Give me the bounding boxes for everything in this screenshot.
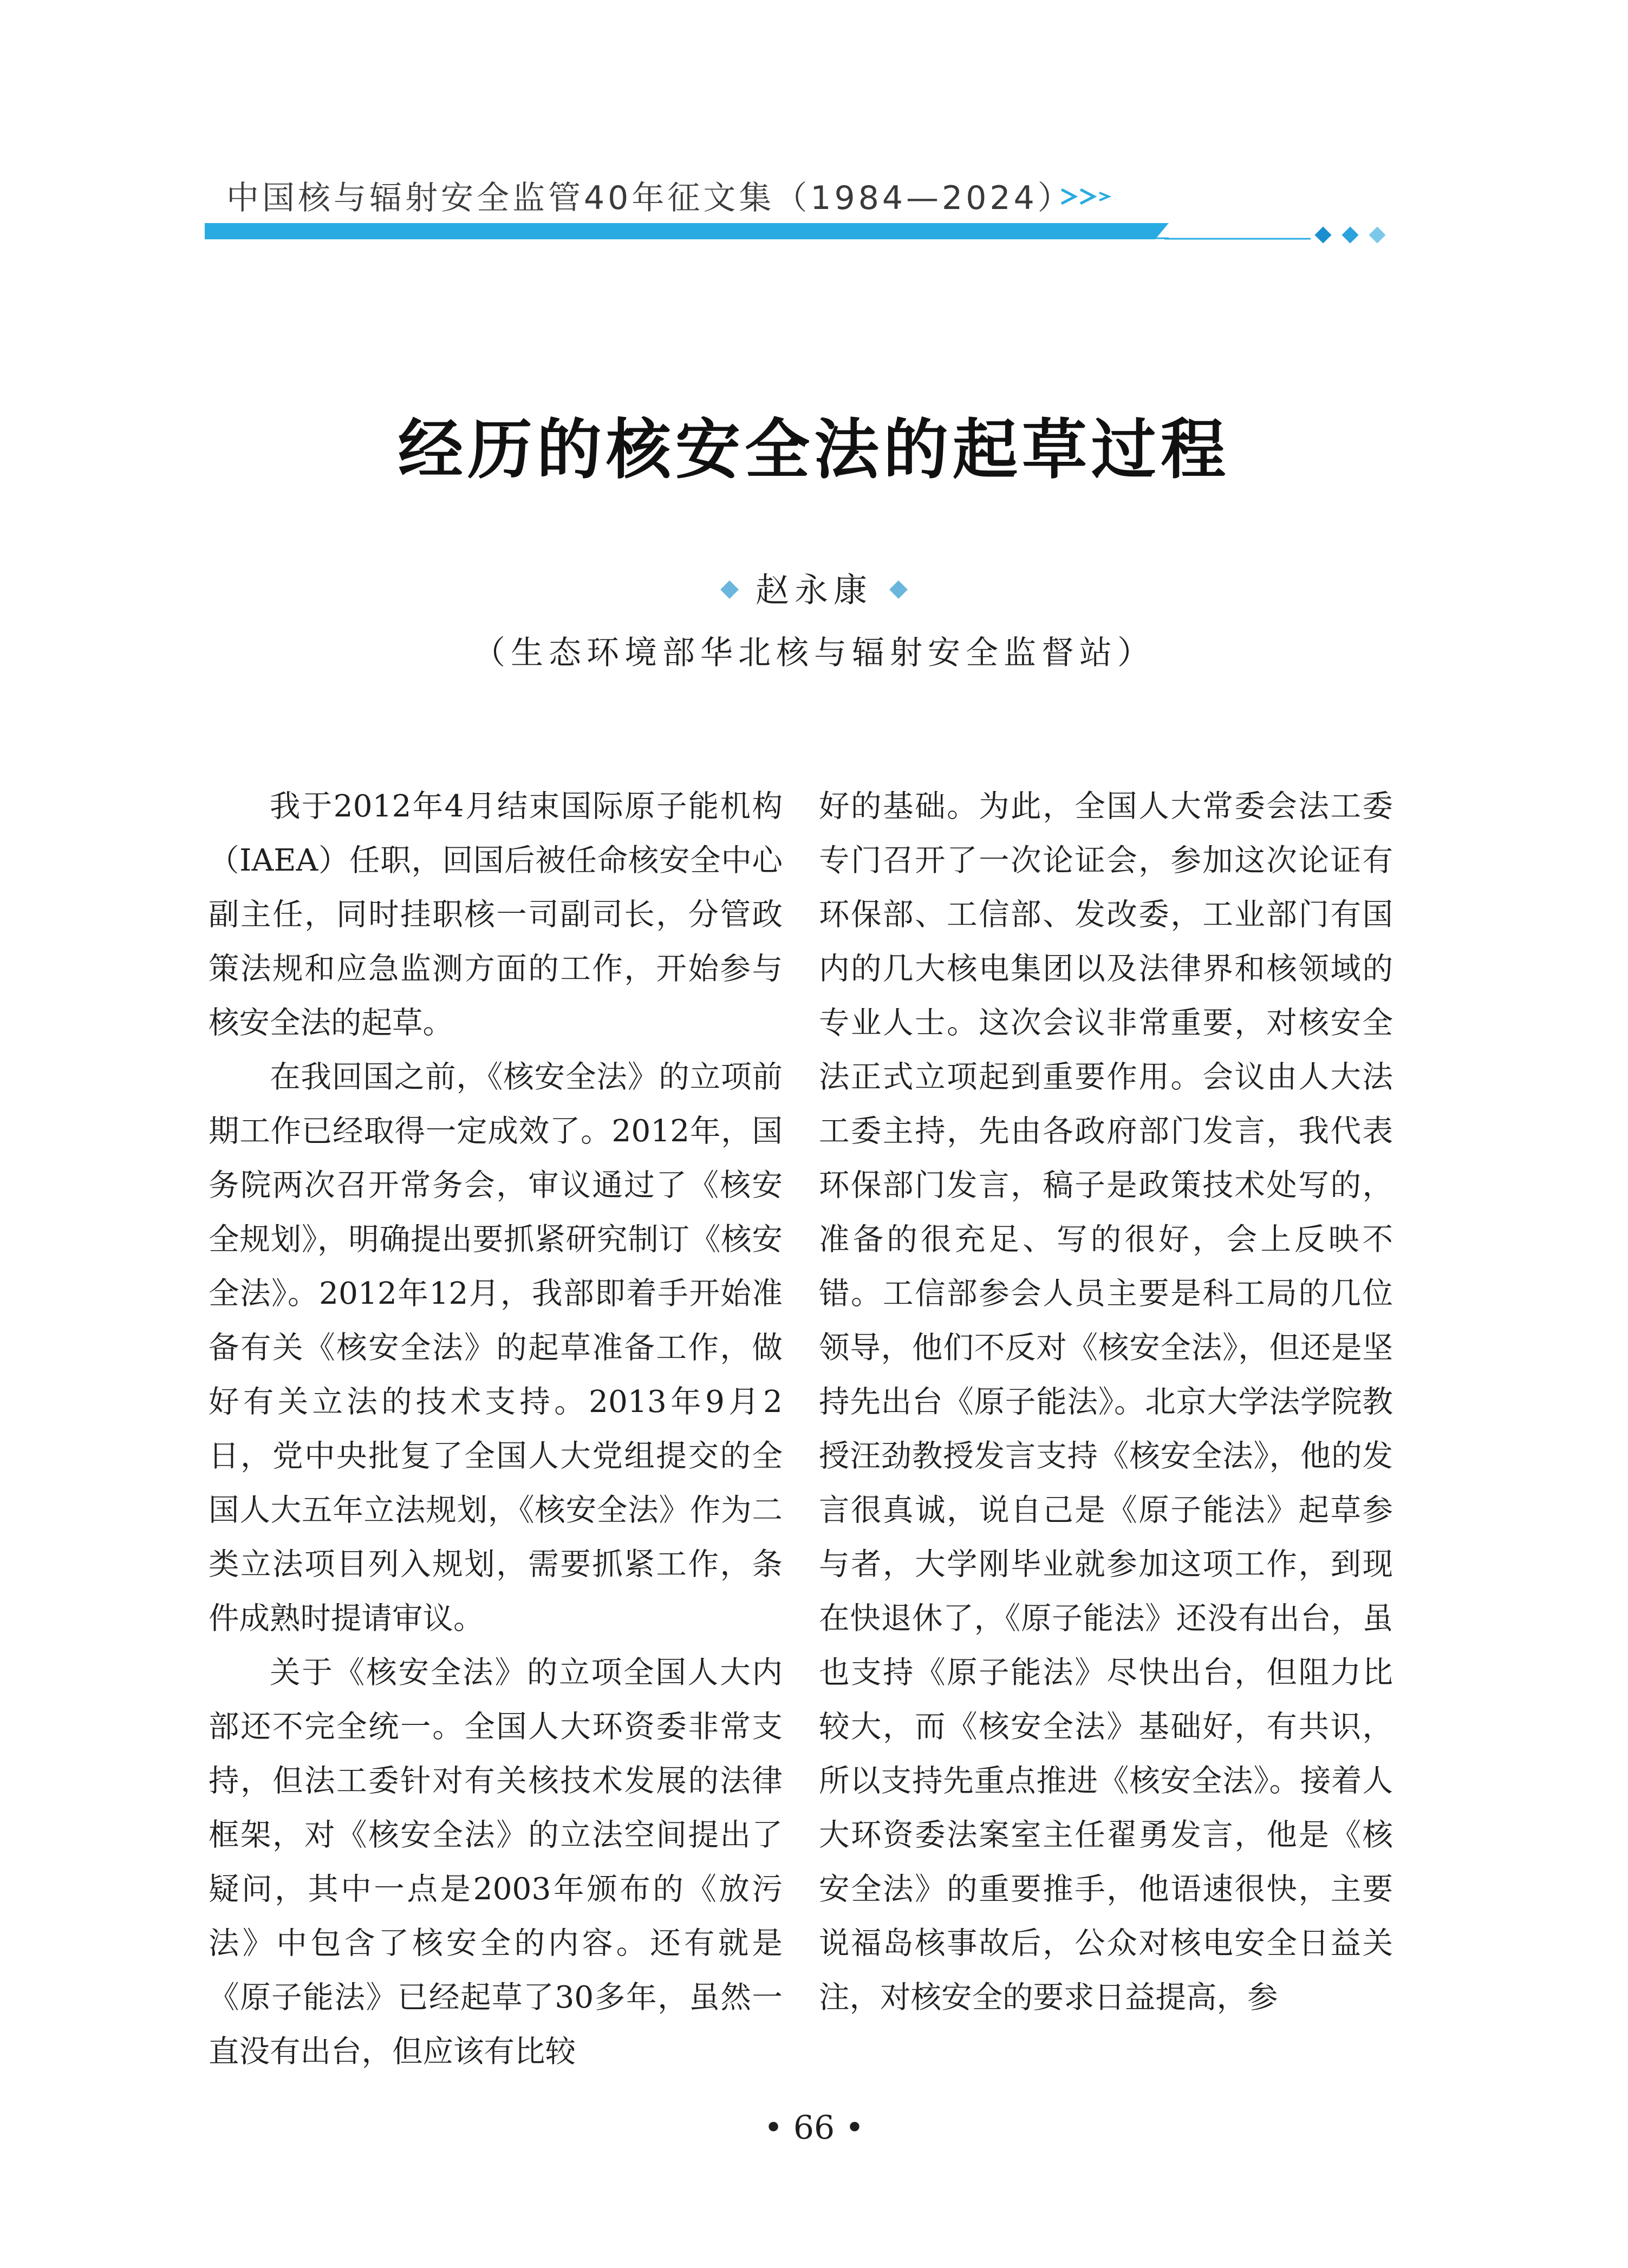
header-rule [205, 223, 1169, 239]
article-title: 经历的核安全法的起草过程 [398, 411, 1230, 488]
paragraph: 在我回国之前，《核安全法》的立项前期工作已经取得一定成效了。2012年，国务院两次召开常务会，审议通过了《核安全规划》，明确提出要抓紧研究制订《核安全法》。2012年12月，我部即着手开始准备有关《核安全法》的起草准备工作，做好有关立法的技术支持。2013年9月2日，党中央批复了全国人大党组提交的全国人大五年立法规划，《核安全法》作为二类立法项目列入规划，需要抓紧工作，条件成熟时提请审议。 [209, 1060, 783, 1636]
paragraph-continued: 好的基础。为此，全国人大常委会法工委专门召开了一次论证会，参加这次论证有环保部、工信部、发改委，工业部门有国内的几大核电集团以及法律界和核领域的专业人士。这次会议非常重要，对核安全法正式立项起到重要作用。会议由人大法工委主持，先由各政府部门发言，我代表环保部门发言，稿子是政策技术处写的，准备的很充足、写的很好，会上反映不错。工信部参会人员主要是科工局的几位领导，他们不反对《核安全法》，但还是坚持先出台《原子能法》。北京大学法学院教授汪劲教授发言支持《核安全法》，他的发言很真诚，说自己是《原子能法》起草参与者，大学刚毕业就参加这项工作，到现在快退休了，《原子能法》还没有出台，虽也支持《原子能法》尽快出台，但阻力比较大，而《核安全法》基础好，有共识，所以支持先重点推进《核安全法》。接着人大环资委法案室主任翟勇发言，他是《核安全法》的重要推手，他语速很快，主要说福岛核事故后，公众对核电安全日益关注，对核安全的要求日益提高，参 [819, 789, 1393, 2015]
running-head: 中国核与辐射安全监管40年征文集（1984—2024） [226, 179, 1073, 217]
byline [0, 563, 1628, 611]
author-name: 赵永康 [755, 570, 872, 610]
double-chevron-right-icon [1059, 183, 1124, 210]
body-column-left [209, 780, 783, 2079]
paragraph: 关于《核安全法》的立项全国人大内部还不完全统一。全国人大环资委非常支持，但法工委针对有关核技术发展的法律框架，对《核安全法》的立法空间提出了疑问，其中一点是2003年颁布的《放污法》中包含了核安全的内容。还有就是《原子能法》已经起草了30多年，虽然一直没有出台，但应该有比较 [209, 1655, 783, 2069]
author-affiliation: （生态环境部华北核与辐射安全监督站） [473, 634, 1155, 672]
header-rule-tail [1164, 237, 1327, 240]
diamond-bullet-icon [720, 580, 739, 599]
paragraph: 我于2012年4月结束国际原子能机构（IAEA）任职，回国后被任命核安全中心副主任，同时挂职核一司副司长，分管政策法规和应急监测方面的工作，开始参与核安全法的起草。 [209, 789, 783, 1041]
body-column-right [819, 780, 1393, 2025]
diamond-bullet-icon [889, 580, 908, 599]
page-number: • 66 • [764, 2109, 864, 2147]
diamond-dots-icon [1311, 225, 1397, 246]
